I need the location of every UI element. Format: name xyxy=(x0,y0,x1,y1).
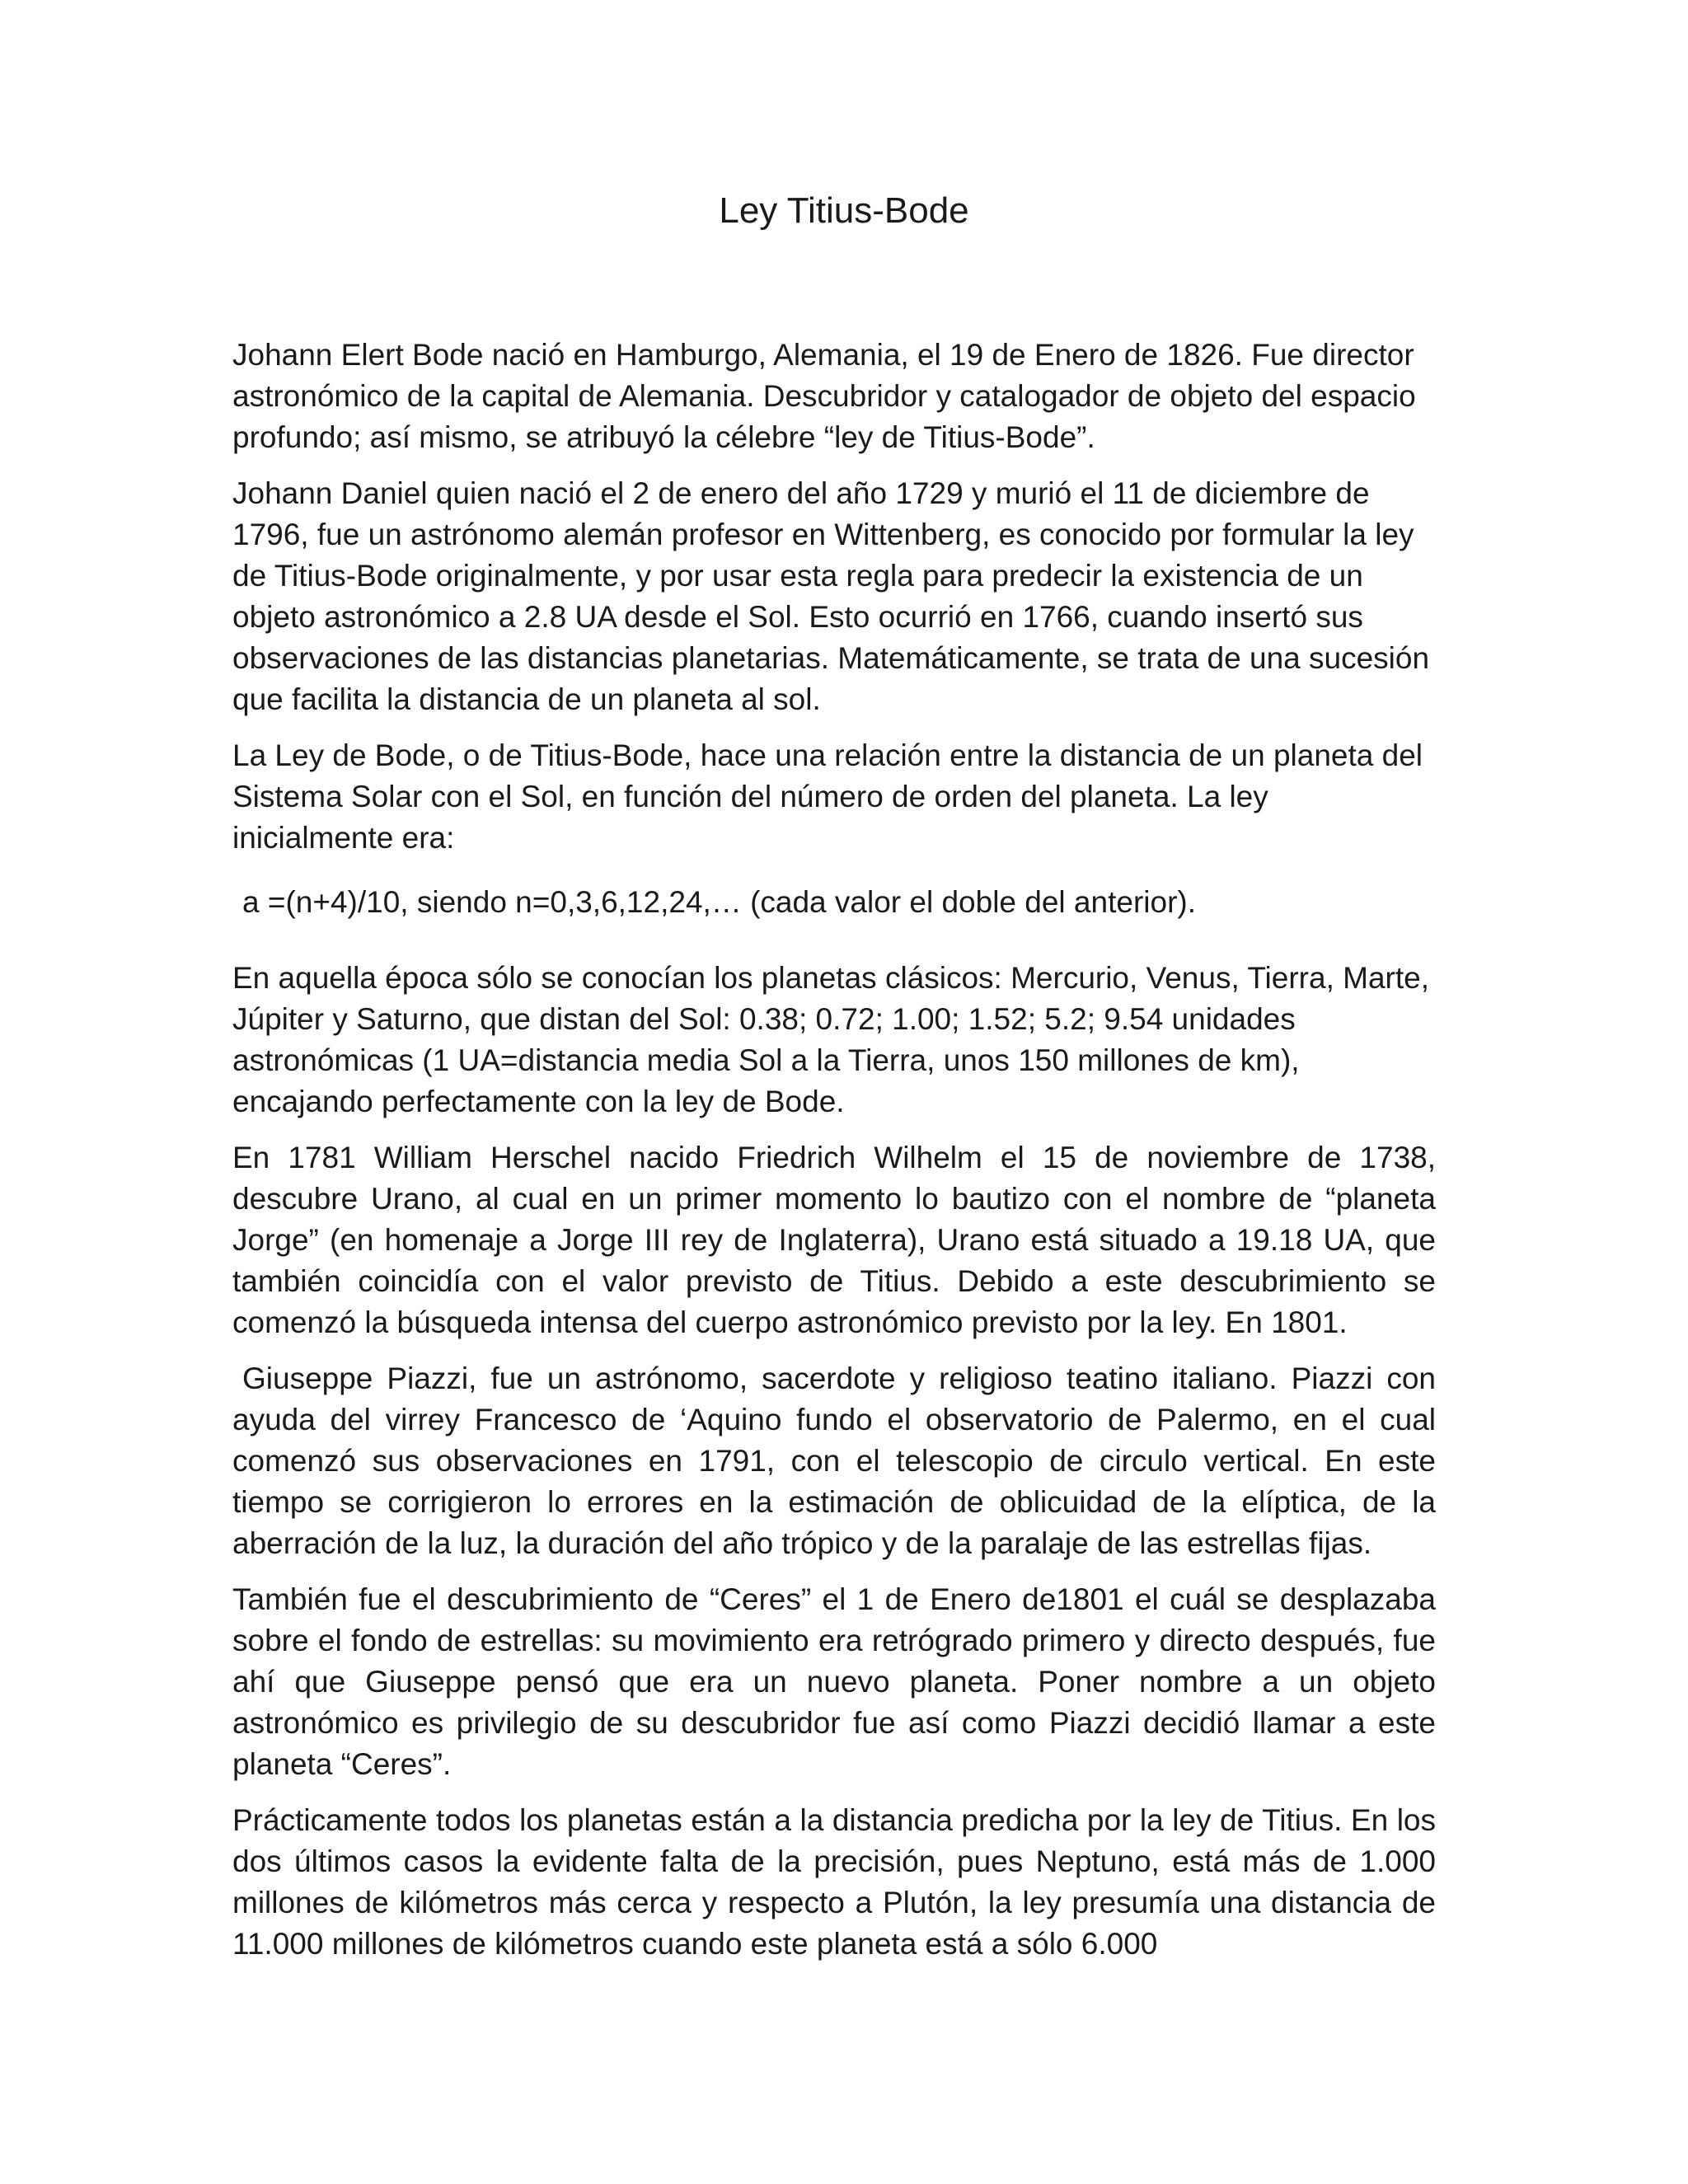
paragraph-law-definition: La Ley de Bode, o de Titius-Bode, hace una relación entre la distancia de un planeta del Sistema Solar con el Sol, en función del número de orden del planeta. La ley inicialmente era: xyxy=(232,738,1423,855)
paragraph-piazzi: Giuseppe Piazzi, fue un astrónomo, sacerdote y religioso teatino italiano. Piazzi con ayuda del virrey Francesco de ‘Aquino fundo el observatorio de Palermo, en el cual comenzó sus observaciones en 1791, con el telescopio de circulo vertical. En este tiempo se corrigieron lo errores en la estimación de oblicuidad de la elíptica, de la aberración de la luz, la duración del año trópico y de la paralaje de las estrellas fijas. xyxy=(232,1361,1436,1560)
paragraph-herschel-uranus: En 1781 William Herschel nacido Friedrich Wilhelm el 15 de noviembre de 1738, descubre Urano, al cual en un primer momento lo bautizo con el nombre de “planeta Jorge” (en homenaje a Jorge III rey de Inglaterra), Urano está situado a 19.18 UA, que también coincidía con el valor previsto de Titius. Debido a este descubrimiento se comenzó la búsqueda intensa del cuerpo astronómico previsto por la ley. En 1801. xyxy=(232,1141,1436,1339)
paragraph-law-accuracy: Prácticamente todos los planetas están a la distancia predicha por la ley de Titius. En los dos últimos casos la evidente falta de la precisión, pues Neptuno, está más de 1.000 millones de kilómetros más cerca y respecto a Plutón, la ley presumía una distancia de 11.000 millones de kilómetros cuando este planeta está a sólo 6.000 xyxy=(232,1803,1436,1961)
formula-line: a =(n+4)/10, siendo n=0,3,6,12,24,… (cada valor el doble del anterior). xyxy=(242,885,1196,919)
paragraph-bode-biography: Johann Elert Bode nació en Hamburgo, Alemania, el 19 de Enero de 1826. Fue director astronómico de la capital de Alemania. Descubridor y catalogador de objeto del espacio profundo; así mismo, se atribuyó la célebre “ley de Titius-Bode”. xyxy=(232,338,1416,454)
page-title: Ley Titius-Bode xyxy=(719,190,969,231)
paragraph-ceres-discovery: También fue el descubrimiento de “Ceres” el 1 de Enero de1801 el cuál se desplazaba sobre el fondo de estrellas: su movimiento era retrógrado primero y directo después, fue ahí que Giuseppe pensó que era un nuevo planeta. Poner nombre a un objeto astronómico es privilegio de su descubridor fue así como Piazzi decidió llamar a este planeta “Ceres”. xyxy=(232,1582,1436,1781)
document-body xyxy=(232,335,1436,1980)
paragraph-titius-biography: Johann Daniel quien nació el 2 de enero del año 1729 y murió el 11 de diciembre de 1796, fue un astrónomo alemán profesor en Wittenberg, es conocido por formular la ley de Titius-Bode originalmente, y por usar esta regla para predecir la existencia de un objeto astronómico a 2.8 UA desde el Sol. Esto ocurrió en 1766, cuando insertó sus observaciones de las distancias planetarias. Matemáticamente, se trata de una sucesión que facilita la distancia de un planeta al sol. xyxy=(232,476,1430,716)
paragraph-classical-planets: En aquella época sólo se conocían los planetas clásicos: Mercurio, Venus, Tierra, Marte, Júpiter y Saturno, que distan del Sol: 0.38; 0.72; 1.00; 1.52; 5.2; 9.54 unidades astronómicas (1 UA=distancia media Sol a la Tierra, unos 150 millones de km), encajando perfectamente con la ley de Bode. xyxy=(232,961,1429,1118)
